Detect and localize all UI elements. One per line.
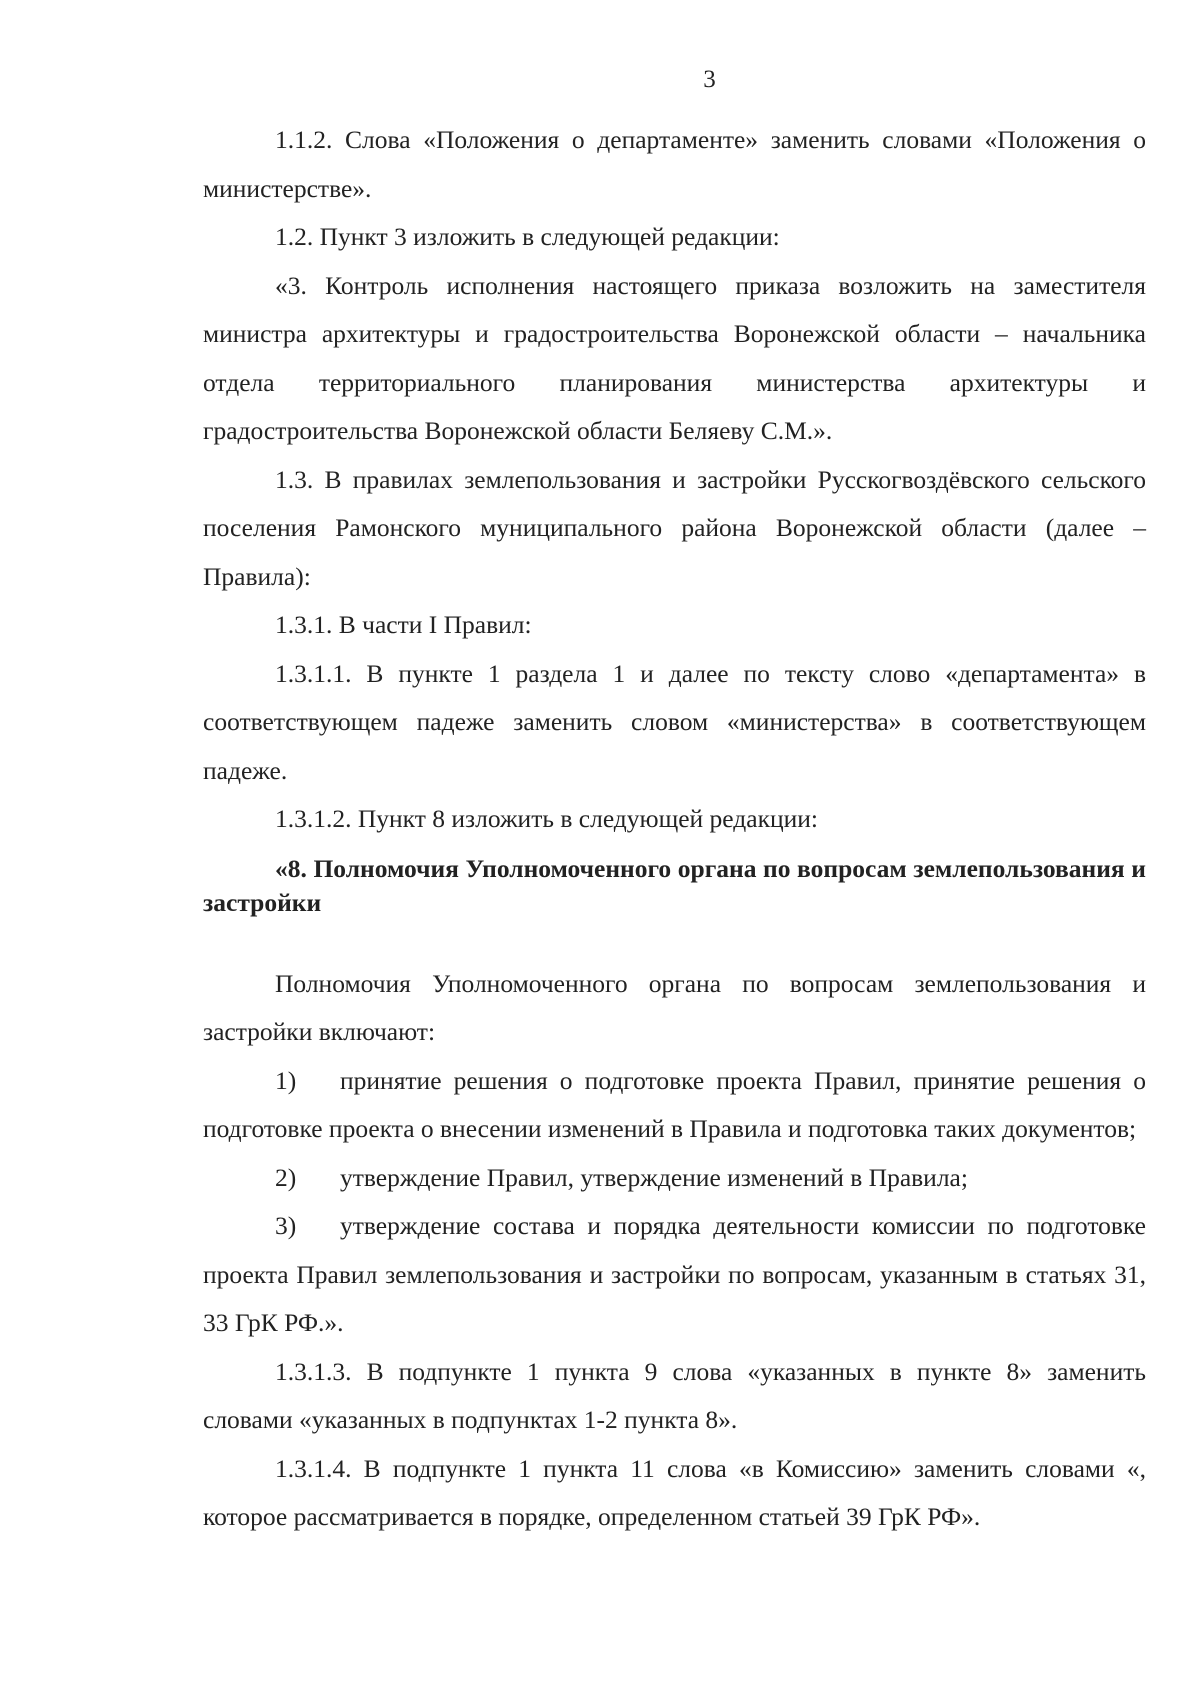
- paragraph-1-3-1-1: 1.3.1.1. В пункте 1 раздела 1 и далее по тексту слово «департамента» в соответствующем падеже заменить словом «министерства» в соответствующем падеже.: [203, 658, 1146, 785]
- list-item-1: [203, 1057, 1146, 1154]
- list-item-3: [203, 1202, 1146, 1348]
- section-heading-8: «8. Полномочия Уполномоченного органа по вопросам землепользования и застройки: [203, 853, 1146, 917]
- page-number: 3: [703, 66, 716, 93]
- paragraph-1-3-1-4: 1.3.1.4. В подпункте 1 пункта 11 слова «в Комиссию» заменить словами «, которое рассматривается в порядке, определенном статьей 39 ГрК РФ».: [203, 1453, 1146, 1531]
- paragraph-1-3-1-3: 1.3.1.3. В подпункте 1 пункта 9 слова «указанных в пункте 8» заменить словами «указанных в подпунктах 1-2 пункта 8».: [203, 1356, 1146, 1434]
- list-item-number: 1): [275, 1065, 297, 1095]
- list-item-number: 2): [275, 1162, 297, 1192]
- list-item-number: 3): [275, 1211, 297, 1240]
- list-item-text: утверждение состава и порядка деятельности комиссии по подготовке проекта Правил землепользования и застройки по вопросам, указанным в статьях 31, 33 ГрК РФ.».: [203, 1211, 1146, 1337]
- paragraph-powers-intro: Полномочия Уполномоченного органа по вопросам землепользования и застройки включают:: [203, 968, 1146, 1046]
- paragraph-1-2: 1.2. Пункт 3 изложить в следующей редакции:: [275, 222, 780, 251]
- paragraph-1-3-1-2: 1.3.1.2. Пункт 8 изложить в следующей редакции:: [275, 804, 818, 833]
- paragraph-1-3-1: 1.3.1. В части I Правил:: [275, 610, 532, 639]
- list-item-text: принятие решения о подготовке проекта Правил, принятие решения о подготовке проекта о внесении изменений в Правила и подготовка таких документов;: [203, 1065, 1146, 1143]
- list-item-text: утверждение Правил, утверждение изменений в Правила;: [340, 1162, 968, 1192]
- list-item-2: [203, 1154, 1146, 1203]
- heading-spacer: [203, 920, 1146, 960]
- paragraph-quote-3: «3. Контроль исполнения настоящего приказа возложить на заместителя министра архитектуры и градостроительства Воронежской области – начальника отдела территориального планирования министерства архитектуры и градостроительства Воронежской области Беляеву С.М.».: [203, 270, 1146, 445]
- paragraph-1-3: 1.3. В правилах землепользования и застройки Русскогвоздёвского сельского поселения Рамонского муниципального района Воронежской области (далее – Правила):: [203, 464, 1146, 591]
- paragraph-1-1-2: 1.1.2. Слова «Положения о департаменте» заменить словами «Положения о министерстве».: [203, 125, 1146, 203]
